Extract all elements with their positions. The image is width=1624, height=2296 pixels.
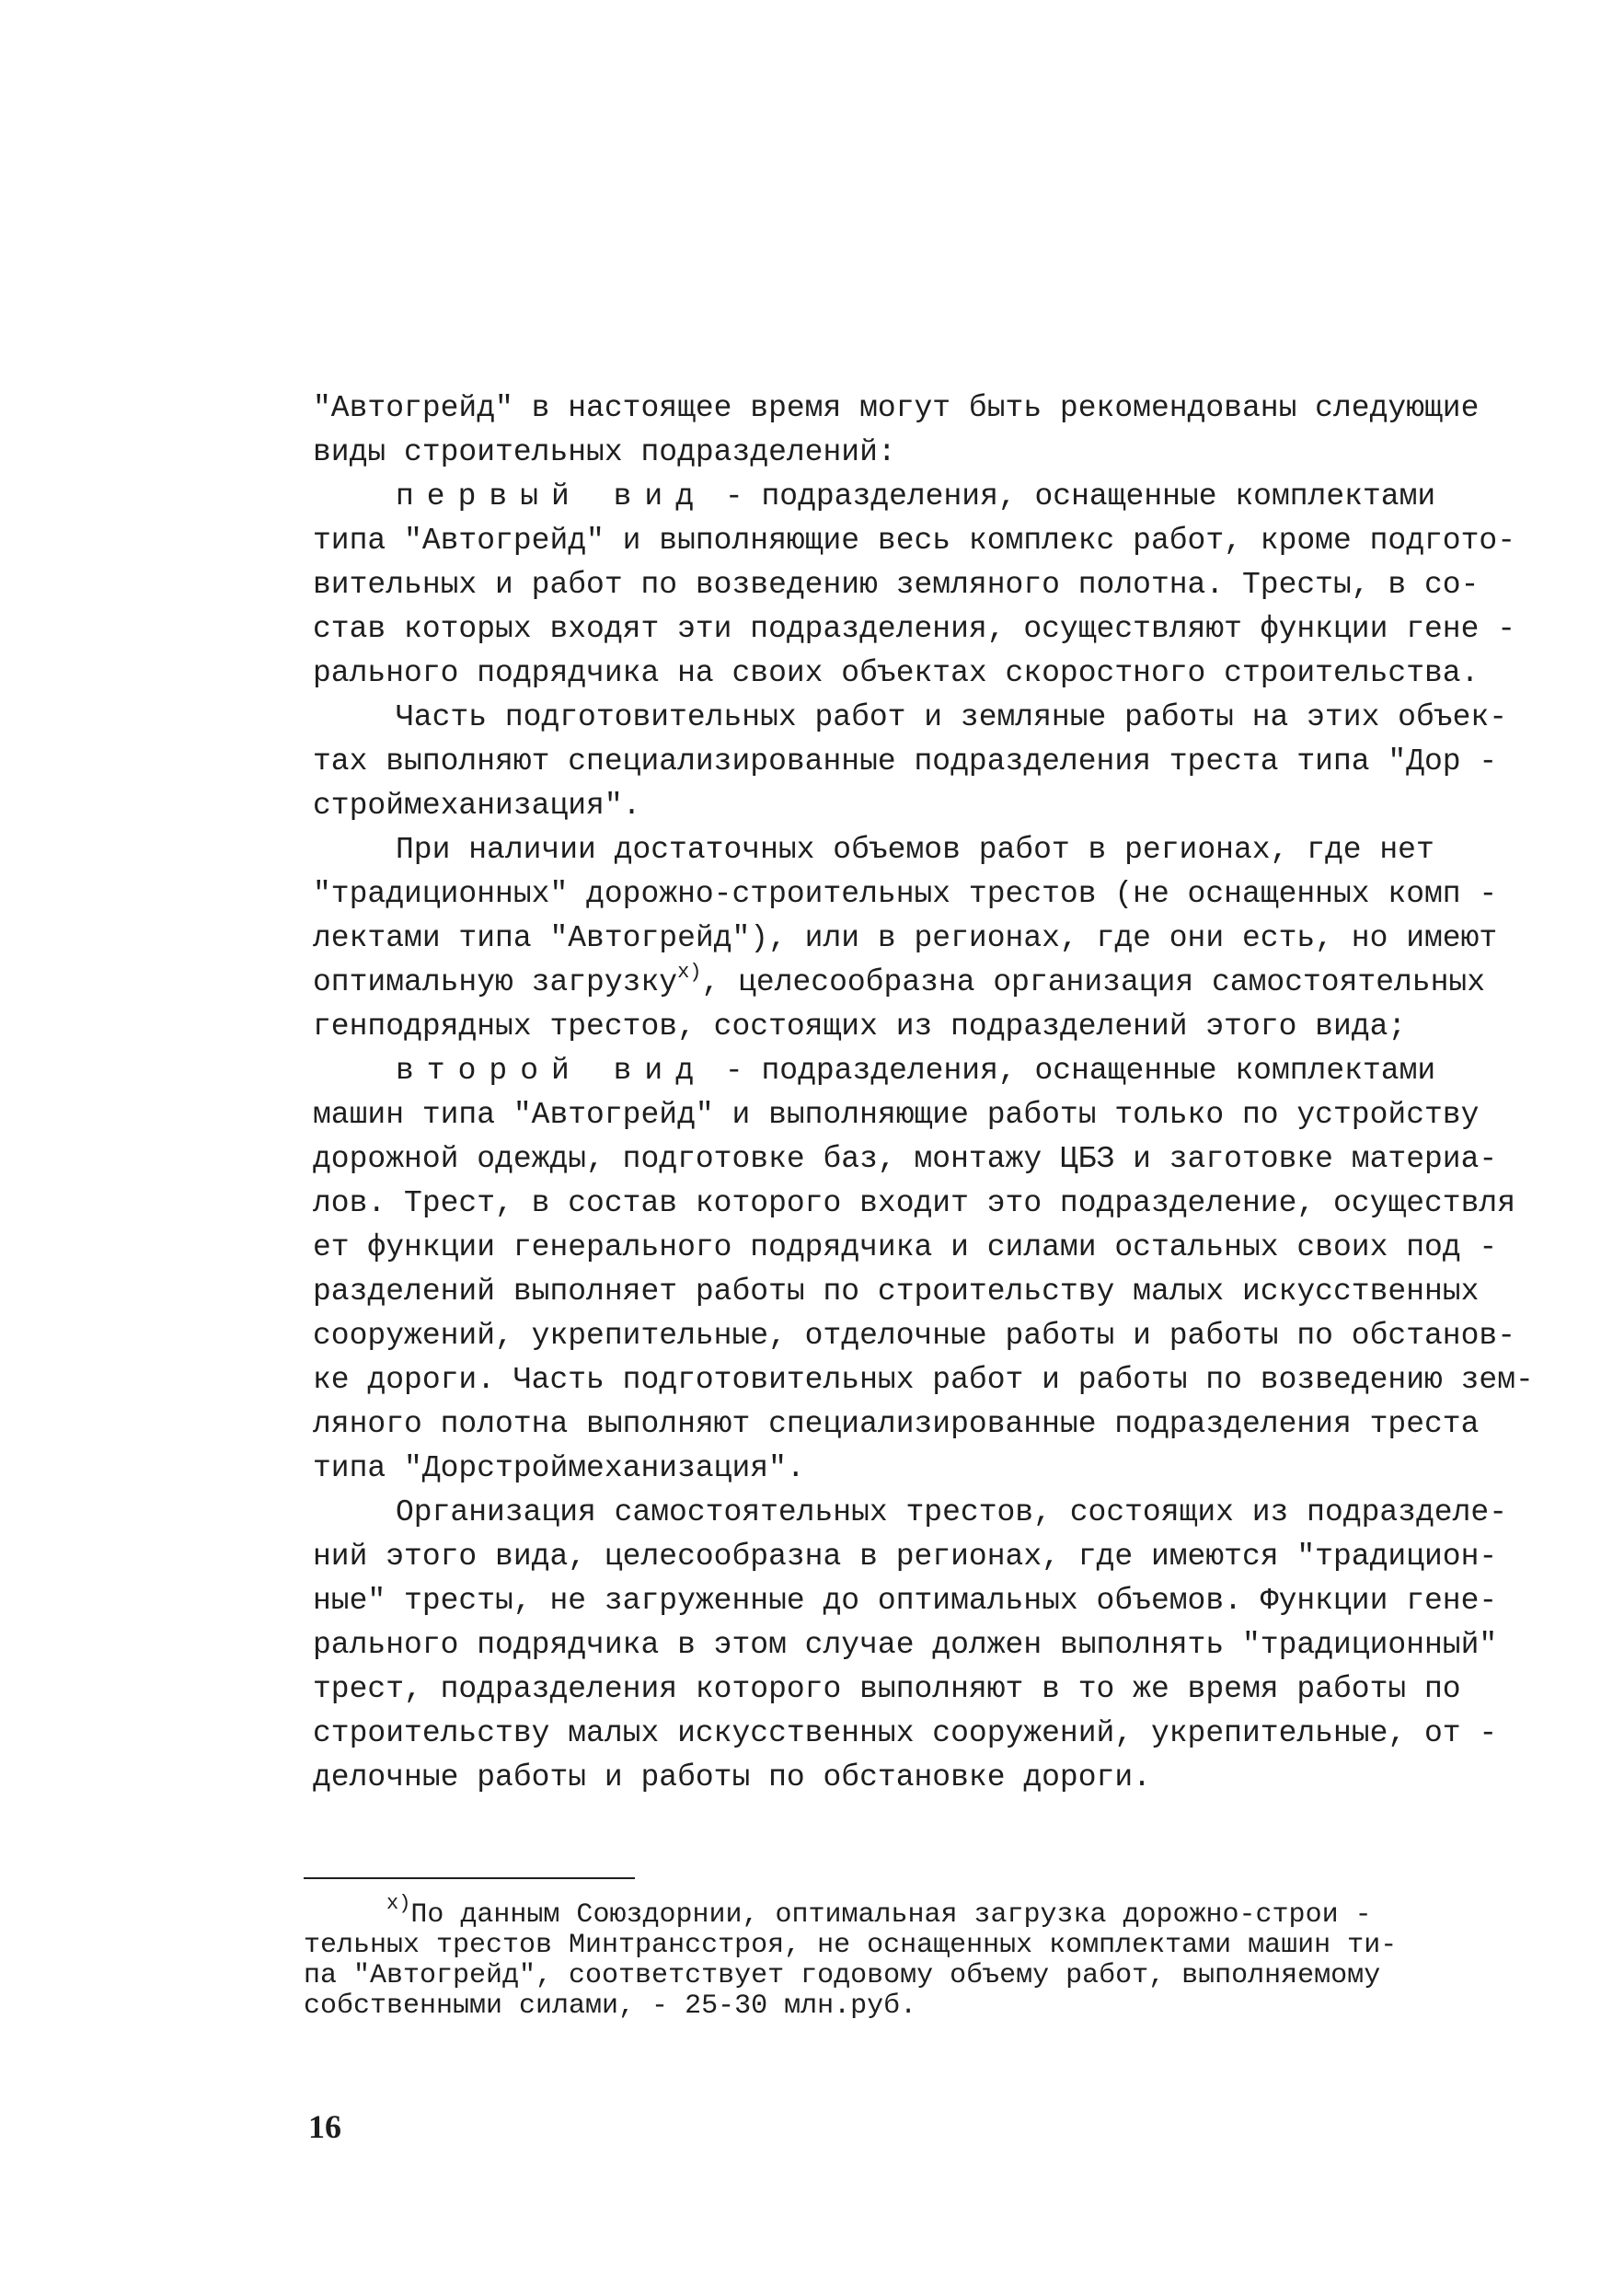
text-line: виды строительных подразделений: [313,435,896,469]
footnote-line: тельных трестов Минтрансстроя, не оснащенных комплектами машин ти- [304,1930,1398,1961]
text-line: ний этого вида, целесообразна в регионах, где имеются "традицион- [313,1540,1498,1574]
text-line: тах выполняют специализированные подразделения треста типа "Дор - [313,744,1498,779]
text-line: ет функции генерального подрядчика и силами остальных своих под - [313,1230,1498,1264]
text-line: став которых входят эти подразделения, осуществляют функции гене - [313,612,1516,646]
text-line: дорожной одежды, подготовке баз, монтажу ЦБЗ и заготовке материа- [313,1142,1498,1176]
text-line: делочные работы и работы по обстановке дороги. [313,1760,1151,1794]
text-line-with-footnote-ref [313,961,1537,1005]
text-line: машин типа "Автогрейд" и выполняющие работы только по устройству [313,1098,1480,1132]
footnote [304,1892,1537,2022]
text-line: рального подрядчика в этом случае должен выполнять "традиционный" [313,1628,1498,1662]
first-kind-line2-end: и выполняющие весь комплекс работ, кроме подгото- [622,524,1516,558]
text-line: Организация самостоятельных трестов, состоящих из подразделе- [396,1495,1507,1529]
footnote-line: собственными силами, - 25-30 млн.руб. [304,1990,917,2022]
footnote-reference: х) [677,961,702,984]
text-line: вительных и работ по возведению земляного полотна. Тресты, в со- [313,568,1480,602]
first-kind-line2-start: типа "Автогрейд" [313,524,623,558]
second-kind-description: - подразделения, оснащенные комплектами [707,1054,1436,1088]
footnote-line [304,1892,1537,1931]
text-line [313,519,1537,563]
text-line: строительству малых искусственных сооружений, укрепительные, от - [313,1716,1498,1750]
text-line: рального подрядчика на своих объектах скоростного строительства. [313,656,1480,690]
text-fragment: , целесообразна организация самостоятельных [701,965,1486,999]
page-number: 16 [308,2108,341,2145]
paragraph-first-kind-heading [313,475,1537,519]
text-line: строймеханизация". [313,789,641,823]
second-kind-label: второй вид [396,1054,708,1088]
text-line: генподрядных трестов, состоящих из подразделений этого вида; [313,1010,1407,1044]
text-line: лектами типа "Автогрейд"), или в регионах, где они есть, но имеют [313,921,1498,955]
text-line: Часть подготовительных работ и земляные работы на этих объек- [396,700,1507,734]
first-kind-label: первый вид [396,479,708,513]
footnote-marker: х) [386,1892,411,1915]
text-line: сооружений, укрепительные, отделочные работы и работы по обстанов- [313,1319,1516,1353]
footnote-line: па "Автогрейд", соответствует годовому объему работ, выполняемому [304,1960,1381,1991]
text-line: разделений выполняет работы по строительству малых искусственных [313,1275,1480,1309]
text-line: ляного полотна выполняют специализированные подразделения треста [313,1407,1480,1441]
text-line: типа "Дорстроймеханизация". [313,1451,805,1485]
text-line: При наличии достаточных объемов работ в регионах, где нет [396,833,1434,867]
text-line: трест, подразделения которого выполняют в то же время работы по [313,1672,1461,1706]
first-kind-description: - подразделения, оснащенные комплектами [707,479,1436,513]
text-line: "Автогрейд" в настоящее время могут быть рекомендованы следующие [313,391,1480,425]
footnote-text: По данным Союздорнии, оптимальная загрузка дорожно-строи - [410,1899,1372,1931]
text-line: ке дороги. Часть подготовительных работ и работы по возведению зем- [313,1363,1534,1397]
body-text [313,387,1537,1800]
text-line: лов. Трест, в состав которого входит это подразделение, осуществля [313,1186,1516,1220]
text-fragment: оптимальную загрузку [313,965,678,999]
footnote-divider [304,1877,635,1879]
text-line: "традиционных" дорожно-строительных трестов (не оснащенных комп - [313,877,1498,911]
paragraph-second-kind-heading [313,1049,1537,1093]
text-line: ные" тресты, не загруженные до оптимальных объемов. Функции гене- [313,1584,1498,1618]
